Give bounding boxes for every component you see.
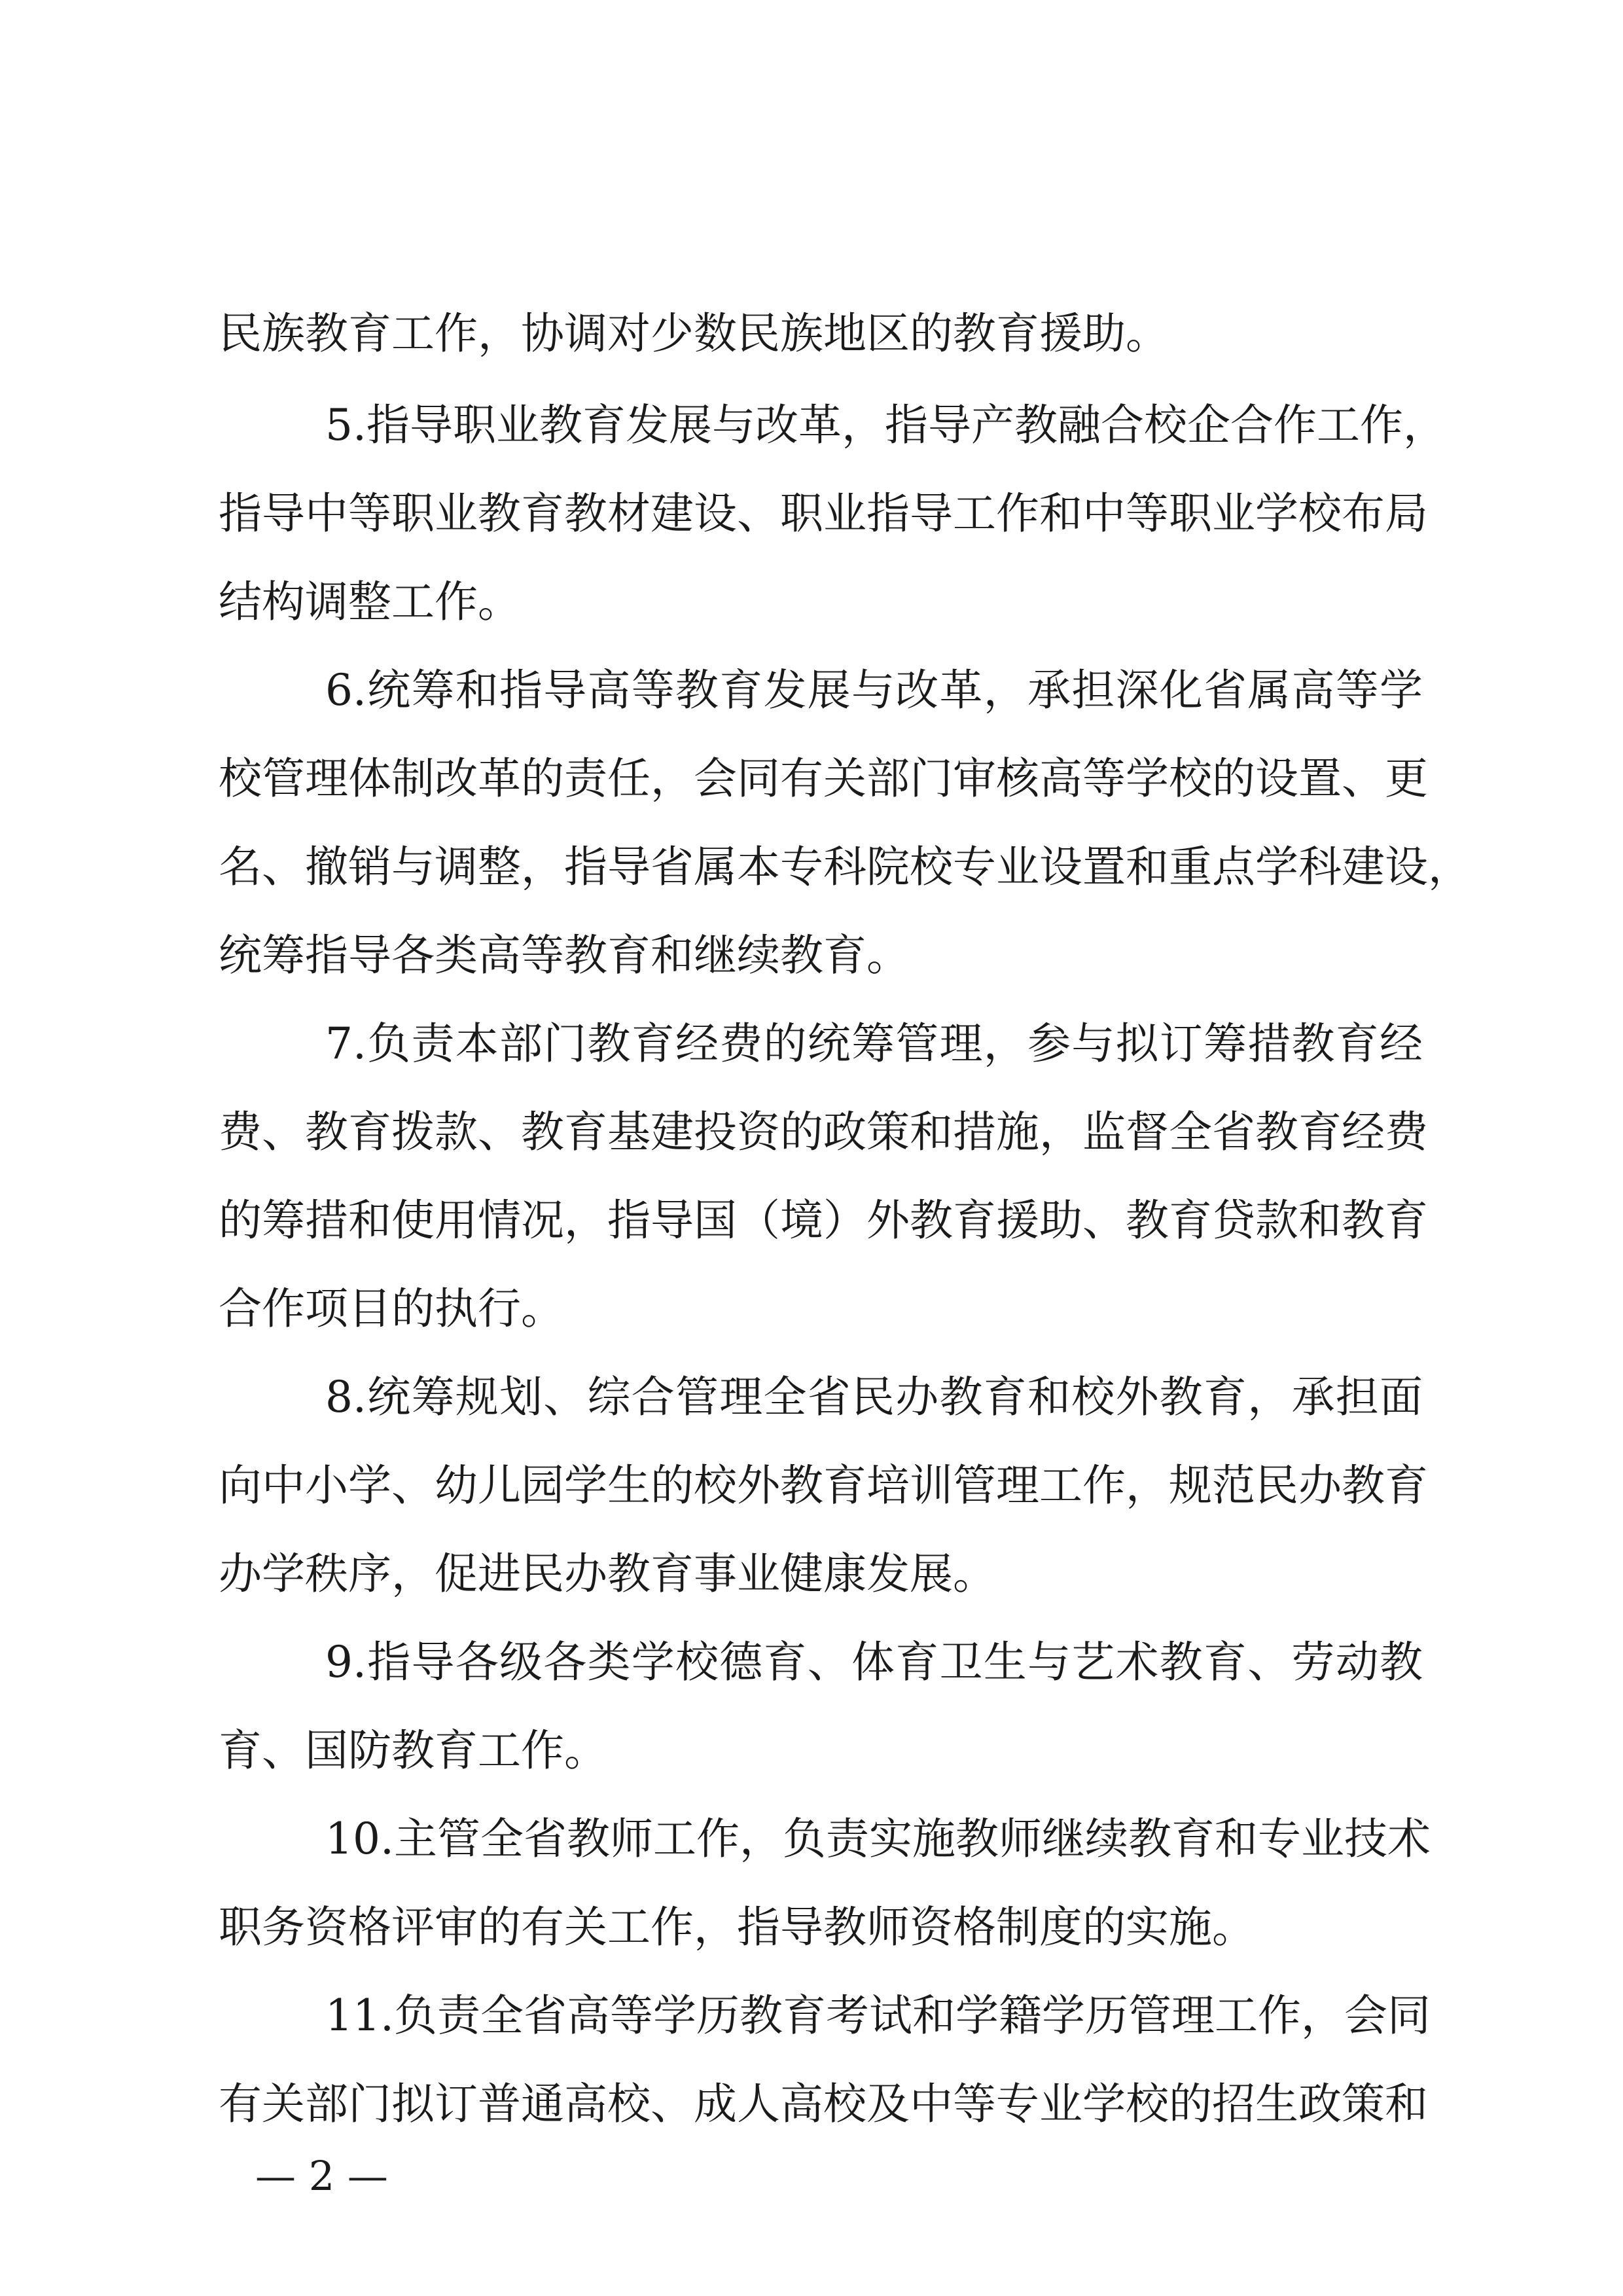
- text-line: 统筹指导各类高等教育和继续教育。: [219, 930, 910, 980]
- text-line: 校管理体制改革的责任，会同有关部门审核高等学校的设置、更: [219, 753, 1428, 804]
- text-line: 11.负责全省高等学历教育考试和学籍学历管理工作，会同: [325, 1990, 1431, 2041]
- page-number: — 2 —: [255, 2152, 388, 2200]
- text-line: 6.统筹和指导高等教育发展与改革，承担深化省属高等学: [325, 665, 1423, 715]
- text-line: 8.统筹规划、综合管理全省民办教育和校外教育，承担面: [325, 1372, 1423, 1422]
- text-line: 名、撤销与调整，指导省属本专科院校专业设置和重点学科建设，: [219, 842, 1471, 892]
- text-line: 合作项目的执行。: [219, 1283, 564, 1334]
- text-line: 民族教育工作，协调对少数民族地区的教育援助。: [219, 308, 1169, 359]
- text-line: 7.负责本部门教育经费的统筹管理，参与拟订筹措教育经: [325, 1018, 1423, 1069]
- text-line: 指导中等职业教育教材建设、职业指导工作和中等职业学校布局: [219, 488, 1428, 539]
- text-line: 10.主管全省教师工作，负责实施教师继续教育和专业技术: [325, 1814, 1431, 1864]
- text-line: 的筹措和使用情况，指导国（境）外教育援助、教育贷款和教育: [219, 1195, 1428, 1246]
- text-line: 结构调整工作。: [219, 577, 521, 627]
- text-line: 有关部门拟订普通高校、成人高校及中等专业学校的招生政策和: [219, 2079, 1428, 2129]
- text-line: 5.指导职业教育发展与改革，指导产教融合校企合作工作，: [325, 400, 1446, 450]
- text-line: 费、教育拨款、教育基建投资的政策和措施，监督全省教育经费: [219, 1107, 1428, 1157]
- text-line: 职务资格评审的有关工作，指导教师资格制度的实施。: [219, 1902, 1255, 1952]
- text-line: 办学秩序，促进民办教育事业健康发展。: [219, 1549, 996, 1599]
- text-line: 9.指导各级各类学校德育、体育卫生与艺术教育、劳动教: [325, 1637, 1423, 1687]
- text-line: 育、国防教育工作。: [219, 1725, 607, 1776]
- text-line: 向中小学、幼儿园学生的校外教育培训管理工作，规范民办教育: [219, 1460, 1428, 1511]
